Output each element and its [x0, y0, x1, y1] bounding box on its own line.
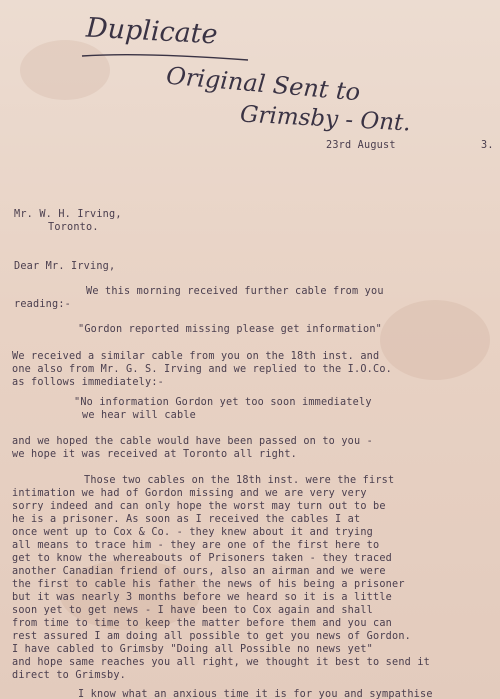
body-line: all means to trace him - they are one of the first here to: [12, 540, 380, 551]
body-line: We received a similar cable from you on the 18th inst. and: [12, 351, 380, 362]
body-line: I have cabled to Grimsby "Doing all Possible no news yet": [12, 644, 374, 655]
recipient-city: Toronto.: [48, 222, 99, 233]
body-line: "No information Gordon yet too soon immediately: [74, 397, 372, 408]
page-number: 3.: [481, 140, 494, 151]
body-line: another Canadian friend of ours, also an airman and we were: [12, 566, 386, 577]
body-line: we hope it was received at Toronto all right.: [12, 449, 298, 460]
body-line: rest assured I am doing all possible to get you news of Gordon.: [12, 631, 412, 642]
body-line: he is a prisoner. As soon as I received the cables I at: [12, 514, 361, 525]
handwritten-original-sent-to: Original Sent to: [165, 61, 362, 107]
body-line: the first to cable his father the news of his being a prisoner: [12, 579, 405, 590]
handwritten-duplicate-note: Duplicate: [85, 12, 219, 51]
body-line: get to know the whereabouts of Prisoners taken - they traced: [12, 553, 393, 564]
body-line: one also from Mr. G. S. Irving and we replied to the I.O.Co.: [12, 364, 393, 375]
body-line: as follows immediately:-: [12, 377, 165, 388]
body-line: soon yet to get news - I have been to Cox again and shall: [12, 605, 374, 616]
letter-date: 23rd August: [326, 140, 396, 151]
body-line: Those two cables on the 18th inst. were the first: [84, 475, 395, 486]
body-line: I know what an anxious time it is for you and sympathise: [78, 689, 433, 699]
body-line: "Gordon reported missing please get information": [78, 324, 383, 335]
body-line: sorry indeed and can only hope the worst may turn out to be: [12, 501, 386, 512]
body-line: and hope same reaches you all right, we thought it best to send it: [12, 657, 431, 668]
duplicate-underline: [80, 50, 250, 64]
body-line: once went up to Cox & Co. - they knew about it and trying: [12, 527, 374, 538]
body-line: reading:-: [14, 299, 72, 310]
body-line: but it was nearly 3 months before we heard so it is a little: [12, 592, 393, 603]
paper-stain: [20, 40, 110, 100]
body-line: and we hoped the cable would have been passed on to you -: [12, 436, 374, 447]
body-line: We this morning received further cable from you: [86, 286, 384, 297]
body-line: from time to time to keep the matter before them and you can: [12, 618, 393, 629]
recipient-name: Mr. W. H. Irving,: [14, 209, 122, 220]
body-line: intimation we had of Gordon missing and we are very very: [12, 488, 367, 499]
salutation: Dear Mr. Irving,: [14, 261, 116, 272]
handwritten-grimsby: Grimsby - Ont.: [239, 101, 412, 137]
body-line: direct to Grimsby.: [12, 670, 127, 681]
body-line: we hear will cable: [82, 410, 197, 421]
paper-stain: [380, 300, 490, 380]
